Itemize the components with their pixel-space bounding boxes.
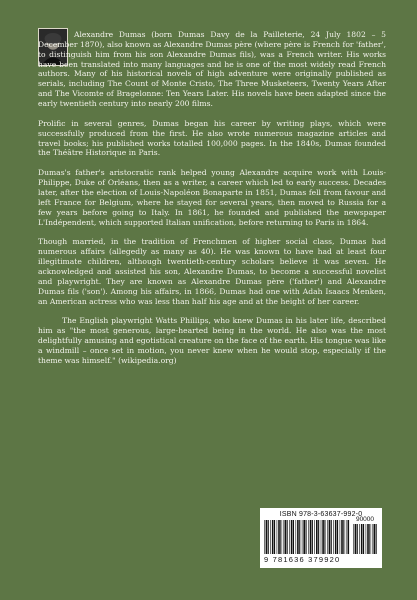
addon-barcode bbox=[353, 524, 377, 554]
barcode-bar bbox=[277, 520, 278, 554]
barcode-bar bbox=[310, 520, 312, 554]
barcode-bar bbox=[297, 520, 299, 554]
isbn-label: ISBN 978-3-63637-992-0 bbox=[279, 511, 363, 518]
barcode-bar bbox=[359, 524, 360, 554]
paragraph-family: Though married, in the tradition of Frenchmen of higher social class, Dumas had numerous affairs (allegedly as many as 40). He was known to have had at least four illegitimate children, although twentieth-century scholars believe it was seven. He acknowledged and assisted his son, Alexandre Dumas, to become a successful novelist and playwright. They are known as Alexandre Dumas père ('father') and Alexandre Dumas fils ('son'). Among his affairs, in 1866, Dumas had one with Adah Isaacs Menken, an American actress who was less than half his age and at the height of her career. bbox=[38, 237, 386, 306]
barcode-bar bbox=[322, 520, 324, 554]
barcode-bar bbox=[346, 520, 347, 554]
barcode-bar bbox=[306, 520, 307, 554]
barcode-bar bbox=[264, 520, 265, 554]
barcode-bar bbox=[369, 524, 370, 554]
barcode-bar bbox=[331, 520, 332, 554]
barcode-bar bbox=[314, 520, 315, 554]
barcode-bar bbox=[285, 520, 287, 554]
barcode-bar bbox=[324, 520, 325, 554]
blurb-text bbox=[38, 30, 386, 366]
barcode-bar bbox=[289, 520, 290, 554]
barcode-bar bbox=[374, 524, 376, 554]
barcode-bar bbox=[296, 520, 297, 554]
paragraph-life: Dumas's father's aristocratic rank helped young Alexandre acquire work with Louis-Philippe, Duke of Orléans, then as a writer, a career which led to early success. Decades later, after the election of Louis-Napoléon Bonaparte in 1851, Dumas fell from favour and left France for Belgium, where he stayed for several years, then moved to Russia for a few years before going to Italy. In 1861, he founded and published the newspaper L'Indépendent, which supported Italian unification, before returning to Paris in 1864. bbox=[38, 168, 386, 227]
barcode-bar bbox=[372, 524, 373, 554]
barcode-bar bbox=[280, 520, 281, 554]
barcode-bar bbox=[299, 520, 300, 554]
barcode-bar bbox=[353, 524, 354, 554]
barcode-bar bbox=[278, 520, 280, 554]
paragraph-intro: Alexandre Dumas (born Dumas Davy de la Pailleterie, 24 July 1802 – 5 December 1870), also known as Alexandre Dumas père (where père is French for 'father', to distinguish him from his son Alexandre Dumas fils), was a French writer. His works have been translated into many languages and he is one of the most widely read French authors. Many of his historical novels of high adventure were originally published as serials, including The Count of Monte Cristo, The Three Musketeers, Twenty Years After and The Vicomte of Bragelonne: Ten Years Later. His novels have been adapted since the early twentieth century into nearly 200 films. bbox=[38, 30, 386, 109]
barcode-bar bbox=[268, 520, 269, 554]
barcode-bar bbox=[274, 520, 275, 554]
ean-barcode bbox=[264, 520, 350, 554]
barcode-bar bbox=[272, 520, 274, 554]
barcode-bar bbox=[363, 524, 364, 554]
barcode-bar bbox=[321, 520, 322, 554]
barcode-bar bbox=[355, 524, 357, 554]
barcode-bar bbox=[333, 520, 334, 554]
barcode-bar bbox=[335, 520, 337, 554]
barcode-bar bbox=[308, 520, 309, 554]
barcode-bar bbox=[329, 520, 331, 554]
barcode-bar bbox=[337, 520, 338, 554]
barcode-bar bbox=[343, 520, 344, 554]
barcode-bar bbox=[318, 520, 319, 554]
barcode-bar bbox=[316, 520, 318, 554]
barcode-bar bbox=[366, 524, 367, 554]
barcode-bar bbox=[303, 520, 305, 554]
barcode-bar bbox=[270, 520, 271, 554]
barcode-block bbox=[260, 508, 382, 568]
barcode-bar bbox=[312, 520, 313, 554]
barcode-bar bbox=[327, 520, 328, 554]
paragraph-career: Prolific in several genres, Dumas began his career by writing plays, which were successfully produced from the first. He also wrote numerous magazine articles and travel books; his published works totalled 100,000 pages. In the 1840s, Dumas founded the Théâtre Historique in Paris. bbox=[38, 118, 386, 158]
paragraph-quote: The English playwright Watts Phillips, who knew Dumas in his later life, described him as "the most generous, large-hearted being in the world. He also was the most delightfully amusing and egotistical creature on the face of the earth. His tongue was like a windmill – once set in motion, you never knew when he would stop, especially if the theme was himself." (wikipedia.org) bbox=[38, 316, 386, 365]
addon-number: 90000 bbox=[355, 516, 375, 523]
barcode-bar bbox=[291, 520, 293, 554]
barcode-bar bbox=[340, 520, 341, 554]
barcode-bar bbox=[357, 524, 358, 554]
barcode-bar bbox=[293, 520, 294, 554]
barcode-bar bbox=[367, 524, 369, 554]
barcode-bar bbox=[287, 520, 288, 554]
barcode-bar bbox=[361, 524, 363, 554]
barcode-bar bbox=[302, 520, 303, 554]
ean-digits: 9 781636 379920 bbox=[264, 555, 341, 564]
barcode-bar bbox=[341, 520, 343, 554]
barcode-bar bbox=[376, 524, 377, 554]
barcode-bar bbox=[283, 520, 284, 554]
barcode-bar bbox=[348, 520, 350, 554]
barcode-bar bbox=[266, 520, 268, 554]
